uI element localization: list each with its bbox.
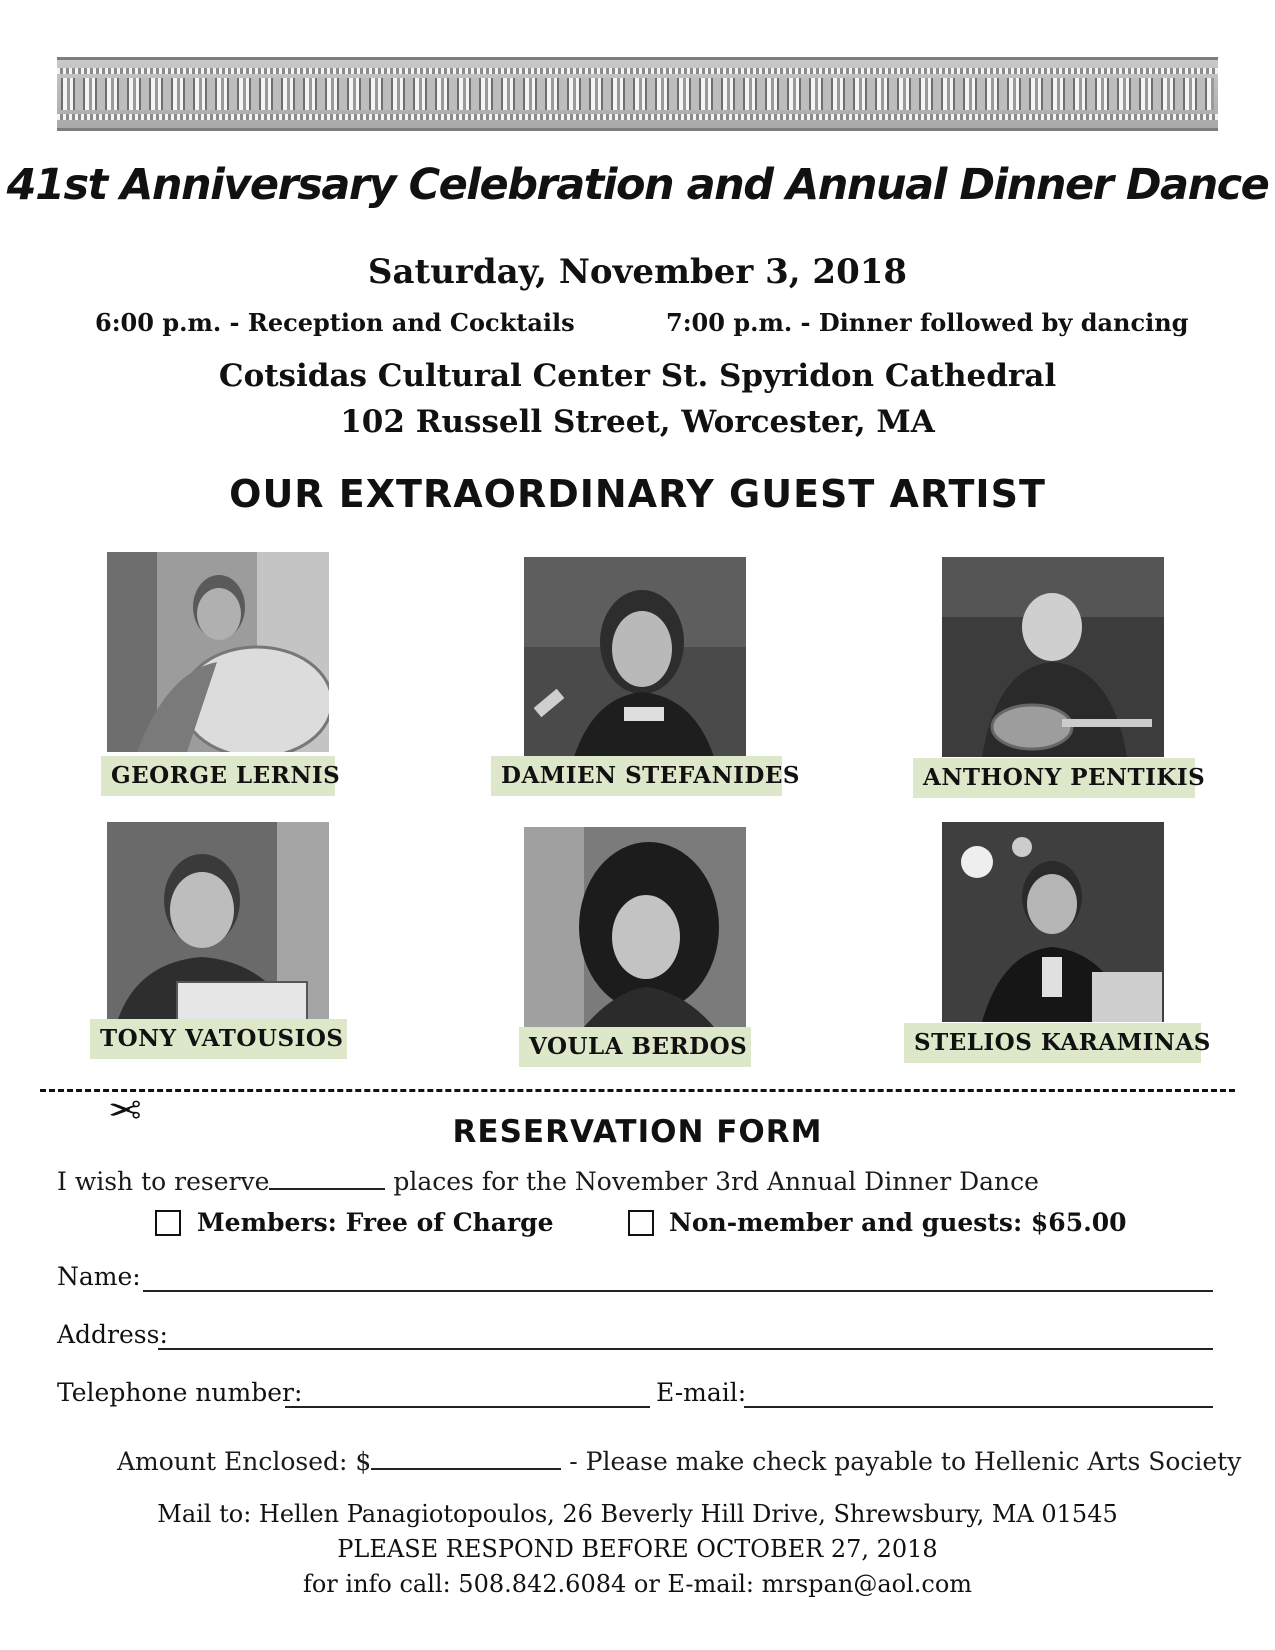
venue-name: Cotsidas Cultural Center St. Spyridon Cathedral [218,358,1057,394]
colonnade-columns [61,78,1214,110]
colonnade-capital-band [57,68,1218,74]
scissors-icon: ✂ [108,1085,142,1131]
artist-photo-voula-berdos [524,827,746,1027]
artist-name-tag: VOULA BERDOS [519,1027,751,1067]
artist-photo-george-lernis [107,552,329,752]
amount-prefix: Amount Enclosed: $ [117,1447,372,1476]
reserve-prefix: I wish to reserve [57,1167,270,1196]
address-label: Address: [57,1320,168,1349]
mail-to-address: Mail to: Hellen Panagiotopoulos, 26 Beverly Hill Drive, Shrewsbury, MA 01545 [157,1500,1118,1528]
colonnade-base-band [57,114,1218,120]
venue-address: 102 Russell Street, Worcester, MA [340,404,935,440]
email-label: E-mail: [656,1378,747,1407]
portrait-icon [524,827,746,1027]
artist-photo-anthony-pentikis [942,557,1164,757]
portrait-icon [107,552,329,752]
contact-info: for info call: 508.842.6084 or E-mail: mrspan@aol.com [302,1570,973,1598]
event-date: Saturday, November 3, 2018 [367,252,908,292]
telephone-label: Telephone number: [57,1378,303,1407]
artist-name-tag: GEORGE LERNIS [101,756,335,796]
artist-photo-stelios-karaminas [942,822,1164,1022]
portrait-icon [942,822,1164,1022]
reservation-form-heading: RESERVATION FORM [452,1114,823,1150]
reserve-line [57,1166,1039,1196]
artist-photo-damien-stefanides [524,557,746,757]
response-deadline: PLEASE RESPOND BEFORE OCTOBER 27, 2018 [337,1535,938,1563]
artist-name-tag: STELIOS KARAMINAS [904,1023,1201,1063]
guest-artists-heading: OUR EXTRAORDINARY GUEST ARTIST [229,472,1046,516]
members-checkbox[interactable] [155,1210,181,1236]
name-field[interactable] [143,1290,1213,1292]
email-field[interactable] [744,1406,1213,1408]
address-field[interactable] [158,1348,1213,1350]
artist-photo-tony-vatousios [107,822,329,1022]
amount-line [117,1446,1241,1476]
portrait-icon [942,557,1164,757]
artist-name-tag: DAMIEN STEFANIDES [491,756,782,796]
name-label: Name: [57,1262,141,1291]
nonmembers-checkbox[interactable] [628,1210,654,1236]
artist-name-tag: TONY VATOUSIOS [90,1019,347,1059]
colonnade-banner [57,57,1218,131]
reserve-suffix: places for the November 3rd Annual Dinner Dance [385,1167,1039,1196]
cut-line [40,1089,1235,1092]
amount-input[interactable] [371,1446,561,1470]
nonmembers-option-label: Non-member and guests: $65.00 [669,1208,1127,1237]
artist-name-tag: ANTHONY PENTIKIS [913,758,1195,798]
dinner-time: 7:00 p.m. - Dinner followed by dancing [666,308,1189,337]
amount-suffix: - Please make check payable to Hellenic Arts Society [561,1447,1242,1476]
portrait-icon [107,822,329,1022]
places-count-input[interactable] [269,1166,385,1190]
members-option-label: Members: Free of Charge [197,1208,554,1237]
portrait-icon [524,557,746,757]
event-title: 41st Anniversary Celebration and Annual Dinner Dance [6,160,1269,210]
telephone-field[interactable] [285,1406,650,1408]
reception-time: 6:00 p.m. - Reception and Cocktails [95,308,575,337]
